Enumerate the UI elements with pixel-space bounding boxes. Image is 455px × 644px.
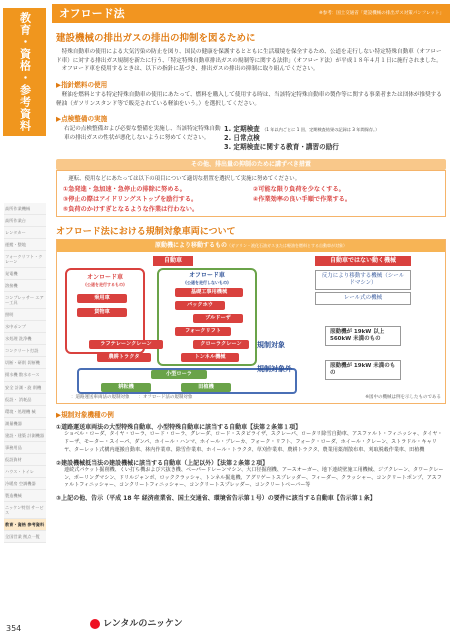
right-box-rail: レール式の機械 [315,292,411,305]
type-1-title: ①道路運送車両法の大型特殊自動車、小型特殊自動車に該当する自動車【法第２条第１項】 [56,423,302,431]
regulated-header-main: 原動機により移動するもの [154,241,227,249]
sidebar-item[interactable]: 発電機 [4,268,46,280]
regulated-label: 規制対象 [257,340,285,349]
type-3-title: ③上記の他、告示（平成 18 年 経済産業省、国土交通省、環境省告示第１号）の要件に該当する自動車【告示第１条】 [56,495,376,503]
sidebar-item[interactable]: 環境・処理機 械 [4,406,46,418]
suppression-item-2: ②可能な限り負荷を少なくする。 [253,185,345,193]
sidebar-item[interactable]: ハウス・トイレ [4,466,46,478]
sidebar-item[interactable]: ニッケン特別 サービス [4,502,46,519]
intro-para-2: オフロード車を使用するときは、以下の指針に基づき、排出ガスの排出の抑制に取り組んでください。 [56,66,319,73]
onroad-title [67,272,143,288]
sidebar-item[interactable]: 建設・建築 計測機器 [4,430,46,442]
triangle-icon: ▶ [56,115,62,124]
suppression-box [56,170,446,217]
not-car-header: 自動車ではない動く機械 [315,256,411,266]
guideline-heading [56,79,450,89]
sidebar-item[interactable]: 安全 計測・旋 削機 [4,382,46,394]
machine-crawler-crane: クローラクレーン [193,340,249,349]
spec-box-2: 原動機が 19kW 未満のもの [325,360,401,380]
logo-text: レンタルのニッケン [103,619,183,629]
suppression-item-5: ⑤負荷のかけすぎとなるような作業は行わない。 [63,205,199,213]
suppression-item-1: ①急発進・急加速・急停止の排除に努める。 [63,185,186,193]
sidebar-item[interactable]: 事務用品 [4,442,46,454]
sidebar-items [4,203,46,543]
sidebar-item[interactable]: 高所作業台 [4,215,46,227]
regulated-header-small: （ガソリン・液化石油ガスまたは軽油を燃料とする自動車が対象） [227,242,347,248]
guideline-text: 軽油を燃料とする特定特殊自動車の使用にあたって、燃料を購入して使用する時は、当該特定特殊自動車の製作等に関する事業者または団体が推奨する軽油（ガソリンスタンド等で販売されている軽油をいう。）を選択してください。 [56,91,442,107]
regulated-legend: ：道路運送車両法の規制対象 ：オフロード法の規制対象 [71,394,193,400]
inspection-heading [56,113,450,123]
company-logo [90,616,183,629]
sidebar-item[interactable]: フォークリフト・クレーン [4,251,46,268]
suppression-grid [63,184,439,213]
sidebar-item[interactable]: 照明 [4,309,46,321]
sidebar-item[interactable]: 教育・資格 参考資料 [4,519,46,531]
page-title: オフロード法 [59,7,125,20]
regulated-header [57,240,445,252]
car-passenger: 乗用車 [77,294,127,303]
triangle-icon: ▶ [56,410,62,419]
offroad-title-text: オフロード車 [189,271,225,279]
inspection-heading-text: 点検整備の実施 [61,115,108,124]
machine-rice-planter: 田植機 [181,383,231,392]
inspection-item-3: 3. 定期検査に関する教育・講習の励行 [224,143,339,152]
right-box-shield: 反力により移動する機械（シールドマシン） [315,270,411,290]
inspection-item-1-note: （1 年以内ごとに 1 回、定期検査結果の記録は 3 年間保存。） [262,127,380,133]
sidebar-item[interactable]: 溶接機 [4,280,46,292]
sidebar-item[interactable]: レンタカー [4,227,46,239]
inspection-block [64,125,446,152]
sidebar-item[interactable]: 揚水機 散水ホース [4,369,46,381]
suppression-banner: その他、排出量の抑制のために講ずべき措置 [56,159,446,170]
sidebar-item[interactable]: 全国営業 拠点一覧 [4,531,46,543]
sidebar-item[interactable]: 水処理 洗浄機 [4,333,46,345]
suppression-item-3: ③停止の際はアイドリングストップを励行する。 [63,195,198,203]
sidebar-item[interactable]: 運搬・整地 [4,239,46,251]
unregulated-label: 規制対象外 [257,364,292,373]
machine-foundation: 基礎工事用機械 [175,288,243,297]
sidebar-item[interactable]: 水中ポンプ [4,321,46,333]
sidebar-item[interactable]: 仮設資材 [4,454,46,466]
machine-forklift: フォークリフト [175,327,231,336]
sidebar-item[interactable]: 仮設・ 消耗品 [4,394,46,406]
car-header: 自動車 [153,256,193,266]
machine-cultivator: 耕耘機 [101,383,151,392]
sidebar-item[interactable]: 切断・研削 切断機 [4,357,46,369]
guideline-heading-text: 指針燃料の使用 [61,80,108,89]
sidebar-item[interactable]: 冷暖房 空調機器 [4,478,46,490]
suppression-item-4: ④作業効率の良い手順で作業する。 [253,195,352,203]
onroad-sub: (公道を走行するもの) [85,281,125,287]
type-2-title: ②建設機械抵当法の建設機械に該当する自動車（上記以外）【法第２条第２項】 [56,459,269,467]
logo-mark-icon [90,619,100,629]
inspection-item-2: 2. 日常点検 [224,134,260,143]
types-heading-text: 規制対象機種の例 [61,410,114,419]
sidebar-item[interactable]: コンプレッサー エアー工具 [4,292,46,309]
car-cargo: 貨物車 [77,308,127,317]
offroad-title [159,270,255,286]
sidebar-item[interactable]: 高所作業機械 [4,203,46,215]
title-source-note: ※参考：国土交通省「建設機械の排出ガス対策パンフレット」 [318,11,444,16]
machine-backhoe: バックホウ [175,301,225,310]
machine-tractor: 農耕トラクタ [97,353,151,362]
regulated-heading: オフロード法における規制対象車両について [56,226,236,237]
regulated-diagram [56,239,446,404]
machine-bulldozer: ブルドーザ [193,314,243,323]
page-number: 354 [6,624,22,633]
offroad-sub: (公道を走行しないもの) [185,279,229,285]
spec-box-1: 原動機が 19kW 以上 560kW 未満のもの [325,326,401,346]
suppression-intro: 運転、使用などにあたっては以下の項目について適切な措置を選択して実施に努めてください。 [63,175,301,182]
intro-heading: 建設機械の排出ガスの排出の抑制を図るために [56,33,256,44]
type-2-text: 連続式バケット掘削機、くい打ち機および穴抜き機、ペーパードレーンマシン、大口径掘削機、アースオーガー、地下連続壁施工用機械、ジブクレーン、タワークレーン、ボーリングマシン、ドリルジャンボ、ロッククラッシャ、トンネル掘進機、アグリゲートスプレッダー、フィーダー、クラッシャー、コンクリートポンプ、アスファルトフィニッシャー、コンクリートフィニッシャー、コンクリートスプレッダー、コンクリートペーバー等 [64,466,444,489]
machine-tunnel: トンネル機械 [181,353,239,362]
sidebar-item[interactable]: コンクリート打設 [4,345,46,357]
sidebar-item[interactable]: 測量機器 [4,418,46,430]
inspection-item-1 [224,125,379,134]
inspection-list [224,125,379,152]
sidebar [0,0,50,644]
types-list [56,422,446,502]
onroad-title-text: オンロード車 [86,273,123,281]
section-label-text: 教育・資格・参考資料 [18,12,32,132]
main-content [52,4,450,502]
page-title-bar [52,4,450,23]
sidebar-item[interactable]: 製造機械 [4,490,46,502]
machine-rough-terrain-crane: ラフテレーンクレーン [89,340,163,349]
sidebar-section-label [3,8,46,136]
type-1-text: ショベル・ローダ、タイヤ・ローラ、ロード・ローラ、グレーダ、ロード・スタビライザ、スクレーパ、ロータリ除雪自動車、アスファルト・フィニッシャ、タイヤ・ドーザ、モーター・スイーパ、ダンパ、ホイール・ハンマ、ホイール・ブレーカ、フォーク・リフト、フォーク・ローダ、ホイール・クレーン、ストラドル・キャリヤ、ターレット式構内運搬自動車、林内作業車、除雪作業車、ホイール・トラクタ、草刈作業車、農耕トラクタ、農業用薬剤散布車、刈取脱穀作業車、田植機 [64,430,443,453]
inspection-text: 右記の点検整備および必要な整備を実施し、当該特定特殊自動車の排出ガスの性状が悪化しないように努めてください。 [64,126,221,142]
regulated-note: ※図中の機械は例を示したものである [365,394,441,400]
inspection-item-1-label: 1. 定期検査 [224,125,260,134]
triangle-icon: ▶ [56,80,62,89]
intro-para-1: 特殊自動車の使用による大気汚染の防止を図り、国民の健康を保護するとともに生活環境を保全するため、公道を走行しない特定特殊自動車（オフロード車）に対する排出ガス規制を新たに行う、「特定特殊自動車排出ガスの規制等に関する法律」（オフロード法）が平成１８年４月１日に施行されました。 [56,49,442,64]
types-heading [56,409,450,419]
machine-small-roller: 小型ローラ [151,370,207,379]
